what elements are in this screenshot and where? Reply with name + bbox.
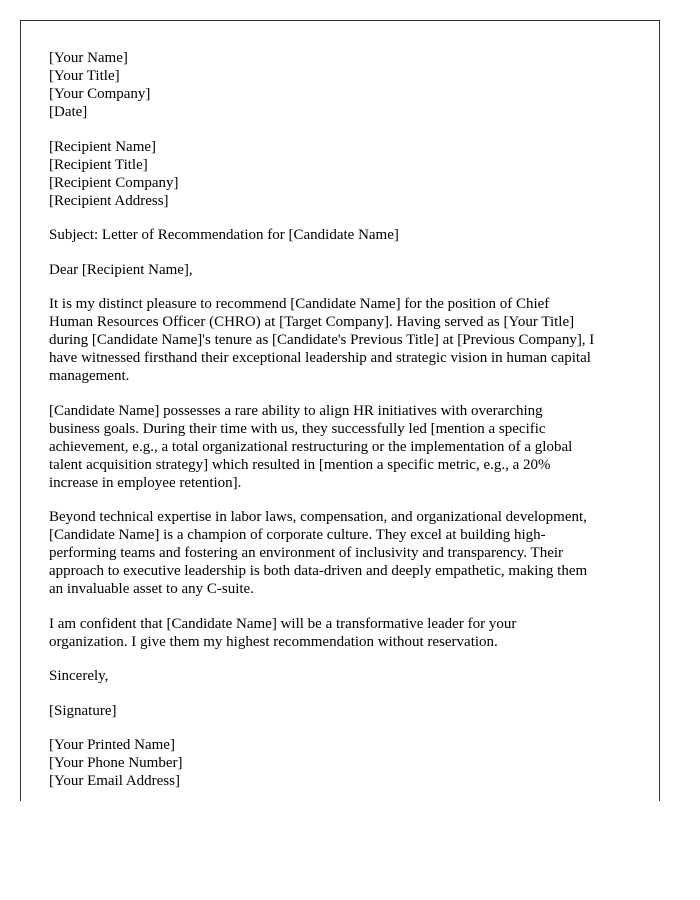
body-line: [Candidate Name] is a champion of corporate culture. They excel at building high- xyxy=(49,527,546,543)
closing: Sincerely, xyxy=(49,668,109,684)
body-paragraph xyxy=(49,295,659,385)
letter-page xyxy=(20,20,660,801)
body-line: [Candidate Name] possesses a rare ability to align HR initiatives with overarching xyxy=(49,402,543,419)
body-line: an invaluable asset to any C-suite. xyxy=(49,581,254,597)
body-line: business goals. During their time with us, they successfully led [mention a specific xyxy=(49,420,546,437)
recipient-block xyxy=(49,138,659,210)
salutation: Dear [Recipient Name], xyxy=(49,261,193,278)
signoff-block xyxy=(49,736,659,790)
sender-title: [Your Title] xyxy=(49,68,120,84)
body-line: It is my distinct pleasure to recommend [Candidate Name] for the position of Chief xyxy=(49,296,550,312)
sender-block xyxy=(49,49,659,121)
body-line: I am confident that [Candidate Name] will be a transformative leader for your xyxy=(49,615,517,632)
body-paragraph xyxy=(49,508,659,598)
body-line: Beyond technical expertise in labor laws, compensation, and organizational development, xyxy=(49,509,587,525)
recipient-name: [Recipient Name] xyxy=(49,138,157,155)
body-line: have witnessed firsthand their exceptional leadership and strategic vision in human capital xyxy=(49,350,591,366)
body-line: performing teams and fostering an environment of inclusivity and transparency. Their xyxy=(49,545,564,561)
recipient-address: [Recipient Address] xyxy=(49,192,169,209)
body-paragraph xyxy=(49,402,659,492)
phone-number: [Your Phone Number] xyxy=(49,755,183,771)
signature: [Signature] xyxy=(49,702,117,719)
body-line: achievement, e.g., a total organizational restructuring or the implementation of a global xyxy=(49,438,573,455)
body-paragraph xyxy=(49,615,659,651)
body-line: talent acquisition strategy] which resulted in [mention a specific metric, e.g., a 20% xyxy=(49,456,551,473)
body-line: organization. I give them my highest recommendation without reservation. xyxy=(49,633,498,650)
date: [Date] xyxy=(49,104,88,120)
printed-name: [Your Printed Name] xyxy=(49,737,175,753)
body-line: Human Resources Officer (CHRO) at [Target Company]. Having served as [Your Title] xyxy=(49,314,575,330)
subject-line: Subject: Letter of Recommendation for [Candidate Name] xyxy=(49,227,399,243)
body-line: approach to executive leadership is both data-driven and deeply empathetic, making them xyxy=(49,563,588,579)
sender-name: [Your Name] xyxy=(49,50,128,66)
body-line: during [Candidate Name]'s tenure as [Candidate's Previous Title] at [Previous Company], I xyxy=(49,332,595,348)
recipient-title: [Recipient Title] xyxy=(49,156,148,173)
body-line: management. xyxy=(49,368,130,384)
letter-body xyxy=(49,295,659,651)
sender-company: [Your Company] xyxy=(49,86,151,102)
email-address: [Your Email Address] xyxy=(49,773,180,789)
body-line: increase in employee retention]. xyxy=(49,474,242,491)
recipient-company: [Recipient Company] xyxy=(49,174,179,191)
